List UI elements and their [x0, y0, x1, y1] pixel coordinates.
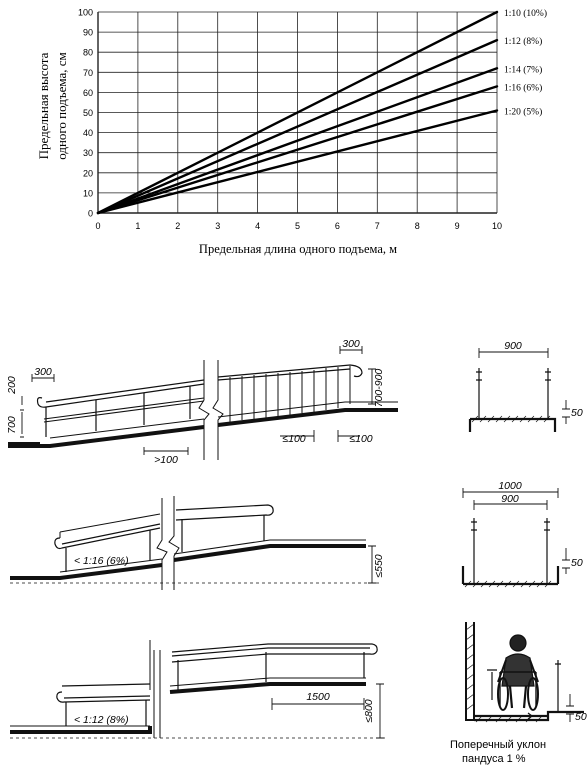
chart-series-label: 1:10 (10%): [504, 9, 548, 19]
chart-y-tick-label: 100: [77, 7, 93, 18]
chart-y-tick-label: 30: [82, 148, 93, 159]
section3-wall-hatch: [466, 624, 474, 710]
chart-y-tick-label: 20: [82, 168, 93, 179]
chart-series-label: 1:14 (7%): [504, 65, 543, 76]
ramp-elevation-3: [10, 640, 385, 738]
ramp1-handrail-upper-inner: [46, 380, 204, 402]
figure-head: [510, 635, 526, 651]
chart-series-label: 1:20 (5%): [504, 107, 543, 118]
ramp3-break-line: [150, 640, 160, 738]
ramp1-dim-le100-b: ≤100: [349, 433, 373, 445]
ramp2-slope-label: < 1:16 (6%): [74, 555, 129, 567]
chart-y-axis-label-line1: Предельная высота: [36, 52, 51, 160]
section1-deck: [470, 419, 555, 432]
ramp1-dim-300-left: 300: [34, 366, 52, 378]
chart-y-tick-label: 10: [82, 188, 93, 199]
ramp-elevation-2: [10, 496, 380, 590]
chart-x-tick-label: 4: [255, 221, 261, 231]
chart-x-axis-label: Предельная длина одного подъема, м: [198, 242, 398, 256]
chart-series-labels: [504, 8, 547, 117]
ramp2-break-line: [157, 496, 179, 590]
chart-x-tick-label: 8: [414, 221, 420, 231]
ramp1-dim-gt100: >100: [154, 454, 178, 466]
chart-y-tick-label: 90: [82, 27, 93, 38]
section1-dim-900: 900: [504, 340, 522, 352]
ramp1-handrail-lower: [44, 398, 204, 422]
ramp3-ramp-deck: [10, 726, 150, 732]
section2-dim-900: 900: [501, 493, 519, 505]
ramp1-dim-lines: [20, 346, 376, 455]
ramp2-handrail-left: [55, 524, 160, 549]
section3-dim-50: 50: [575, 711, 587, 723]
section2-dim-1000: 1000: [498, 480, 522, 492]
ramp3-dim-1500: 1500: [306, 691, 330, 703]
section1-posts: [476, 368, 551, 418]
figure-legs: [510, 686, 526, 708]
ramp2-handrail-right: [176, 505, 273, 520]
ramp3-handrail-left: [57, 684, 150, 702]
ramp3-ramp-deck-right: [170, 684, 366, 692]
chart-x-tick-label: 2: [175, 221, 181, 231]
section3-slope-arrow: [504, 713, 532, 719]
chart-x-tick-label: 10: [491, 221, 503, 231]
section1-dim-50: 50: [571, 407, 583, 419]
chart-x-tick-label: 9: [454, 221, 460, 231]
ramp2-dim-550: ≤550: [373, 554, 385, 578]
chart-y-tick-label: 0: [87, 208, 93, 219]
chart-y-tick-label: 60: [82, 87, 93, 98]
ramp1-ramp-deck-right: [218, 410, 398, 425]
ramp1-dim-300-right: 300: [342, 338, 360, 350]
chart-y-tick-label: 40: [82, 128, 93, 139]
chart-y-tick-label: 50: [82, 108, 93, 118]
ramp2-ramp-deck-right: [174, 546, 366, 560]
chart-y-tick-label: 70: [82, 67, 93, 78]
section3-dim-lines: [566, 694, 574, 722]
chart-series-label: 1:16 (6%): [504, 83, 543, 94]
chart-x-tick-label: 1: [135, 221, 141, 231]
wheelchair-user-figure: [498, 635, 538, 710]
ramp-elevation-1: [8, 346, 398, 460]
chart-x-tick-label: 6: [334, 221, 340, 231]
ramp1-dim-200: 200: [6, 376, 18, 394]
slope-chart: [36, 8, 547, 257]
section1-dim-lines: [479, 348, 570, 424]
section2-posts: [471, 518, 550, 583]
cross-section-1: [470, 348, 570, 432]
ramp1-ramp-deck-edge: [50, 402, 398, 438]
ramp1-break-line: [199, 360, 223, 460]
ramp3-dim-800: ≤800: [363, 699, 375, 723]
ramp1-dim-700: 700: [6, 416, 18, 434]
ramp1-dim-700-900: 700-900: [373, 368, 385, 408]
ramp3-handrail-right: [172, 644, 377, 662]
section3-caption-line2: пандуса 1 %: [462, 753, 526, 765]
section3-caption-line1: Поперечный уклон: [450, 739, 547, 751]
chart-x-tick-label: 0: [95, 221, 101, 231]
ramp1-handrail-upper: [38, 384, 205, 407]
section2-dim-50: 50: [571, 557, 583, 569]
ramp1-dim-le100-a: ≤100: [282, 433, 306, 445]
chart-x-tick-label: 5: [294, 221, 301, 231]
chart-series-label: 1:12 (8%): [504, 37, 543, 48]
chart-y-tick-label: 80: [82, 47, 93, 58]
chart-x-tick-label: 3: [215, 221, 221, 231]
chart-y-axis-label-line2: одного подъема, см: [54, 52, 69, 160]
chart-x-tick-label: 7: [374, 221, 380, 231]
ramp3-slope-label: < 1:12 (8%): [74, 714, 129, 726]
